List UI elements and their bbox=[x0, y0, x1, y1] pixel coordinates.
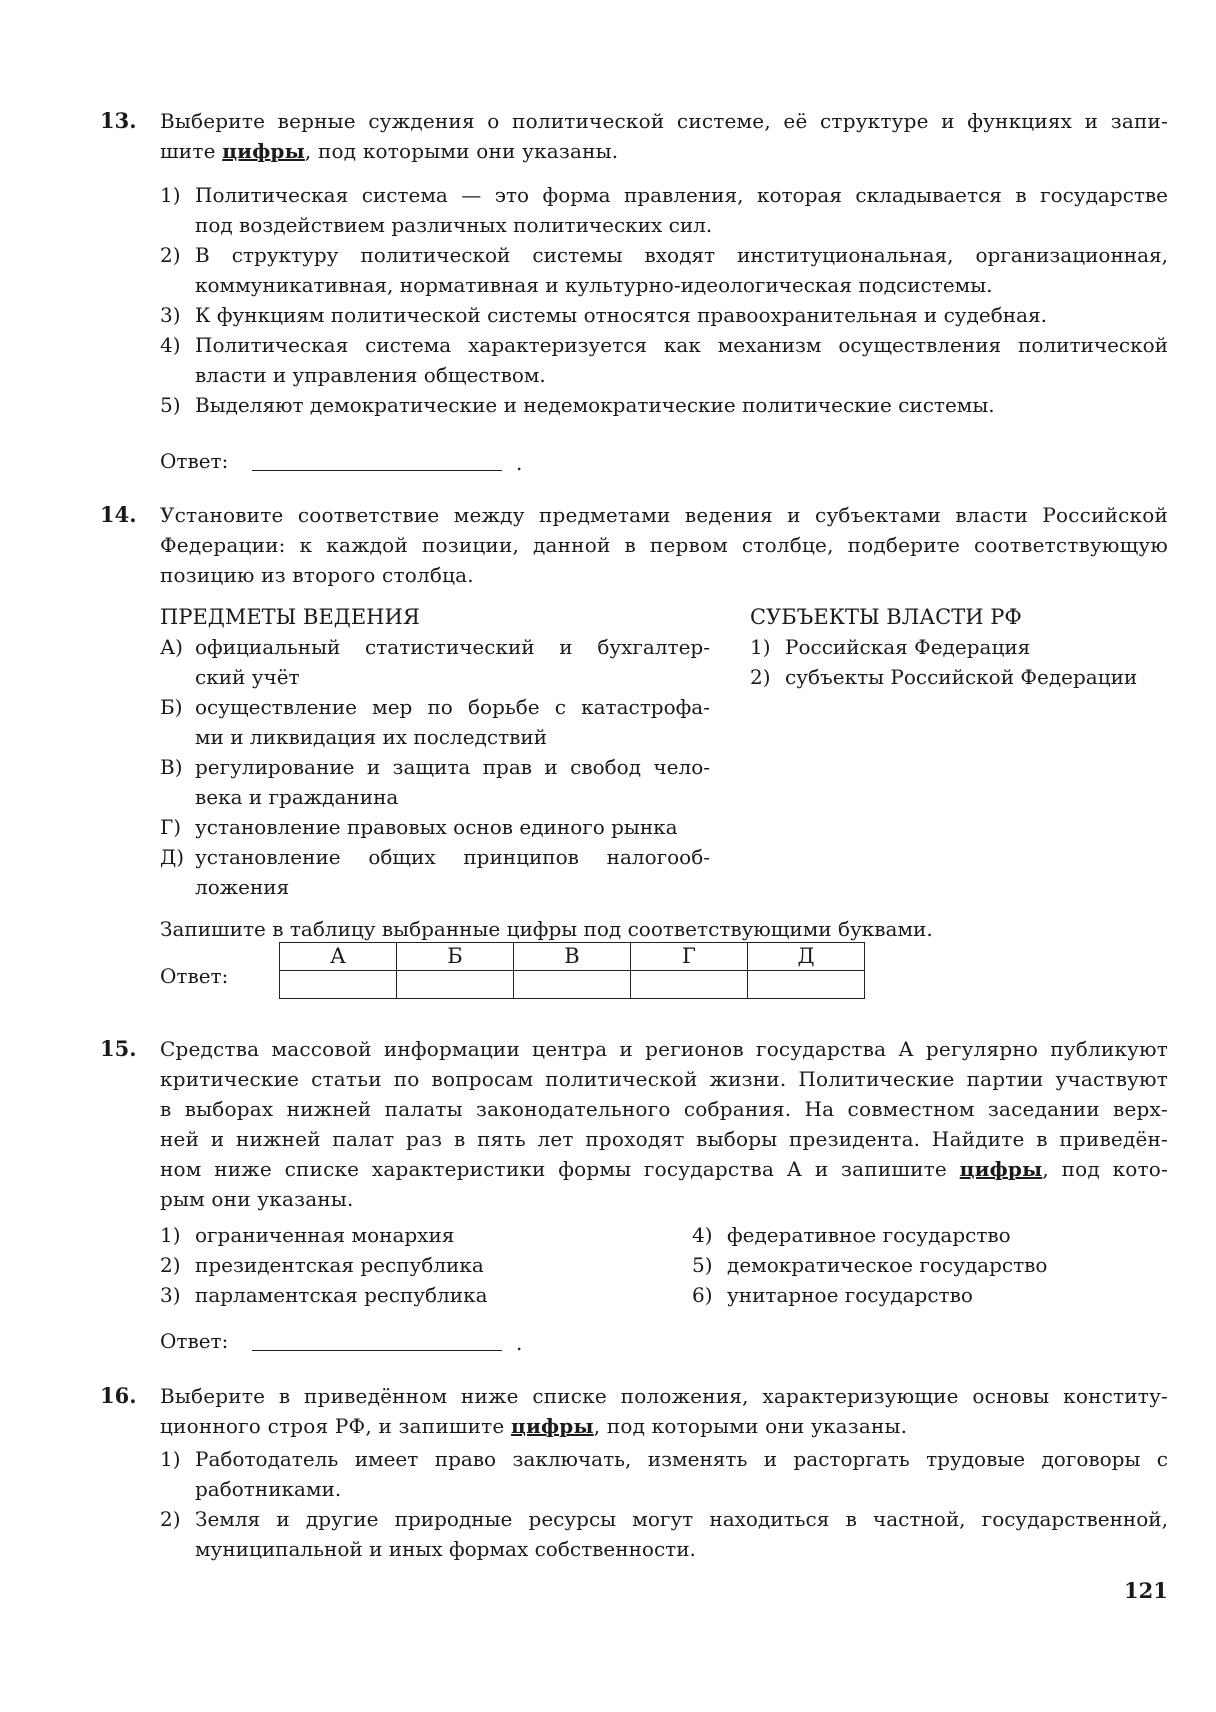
answer-line[interactable] bbox=[252, 1350, 502, 1351]
option-number: 3) bbox=[160, 303, 181, 327]
option-number: 3) bbox=[160, 1283, 181, 1307]
answer-period: . bbox=[516, 1331, 523, 1355]
option-number: 4) bbox=[692, 1223, 713, 1247]
option-text: демократическое государство bbox=[727, 1253, 1048, 1277]
option-text: Выделяют демократические и недемократические политические системы. bbox=[195, 393, 995, 417]
keyword-digits: цифры bbox=[959, 1157, 1043, 1181]
question-stem-line: позицию из второго столбца. bbox=[160, 563, 474, 587]
question-number: 14. bbox=[100, 502, 137, 527]
option-number: 4) bbox=[160, 333, 181, 357]
table-instruction: Запишите в таблицу выбранные цифры под соответствующими буквами. bbox=[160, 917, 933, 941]
option-text: ский учёт bbox=[195, 665, 300, 689]
option-text: ложения bbox=[195, 875, 290, 899]
question-stem-line: Федерации: к каждой позиции, данной в первом столбце, подберите соответствующую bbox=[160, 533, 1168, 557]
answer-label: Ответ: bbox=[160, 964, 229, 988]
right-column-header: СУБЪЕКТЫ ВЛАСТИ РФ bbox=[750, 605, 1022, 629]
answer-table-header-cell: А bbox=[280, 943, 397, 971]
answer-cell-a[interactable] bbox=[280, 971, 397, 999]
question-stem-line: ционного строя РФ, и запишите цифры, под которыми они указаны. bbox=[160, 1414, 908, 1438]
option-number: 2) bbox=[160, 1507, 181, 1531]
answer-cell-d[interactable] bbox=[748, 971, 865, 999]
option-text: Политическая система характеризуется как механизм осуществления политической bbox=[195, 333, 1168, 357]
left-column-header: ПРЕДМЕТЫ ВЕДЕНИЯ bbox=[160, 605, 420, 629]
option-number: 5) bbox=[160, 393, 181, 417]
option-text: Российская Федерация bbox=[785, 635, 1031, 659]
option-text: регулирование и защита прав и свобод чело- bbox=[195, 755, 710, 779]
question-stem-line: ном ниже списке характеристики формы государства А и запишите цифры, под кото- bbox=[160, 1157, 1168, 1181]
option-text: В структуру политической системы входят институциональная, организационная, bbox=[195, 243, 1168, 267]
option-text: века и гражданина bbox=[195, 785, 399, 809]
option-text: субъекты Российской Федерации bbox=[785, 665, 1138, 689]
option-text: К функциям политической системы относятся правоохранительная и судебная. bbox=[195, 303, 1047, 327]
answer-period: . bbox=[516, 451, 523, 475]
option-letter: Б) bbox=[160, 695, 183, 719]
option-text: Политическая система — это форма правления, которая складывается в государстве bbox=[195, 183, 1168, 207]
option-text: муниципальной и иных формах собственности. bbox=[195, 1537, 696, 1561]
option-text: президентская республика bbox=[195, 1253, 484, 1277]
answer-table-header-cell: В bbox=[514, 943, 631, 971]
option-letter: А) bbox=[160, 635, 183, 659]
question-stem-line: шите цифры, под которыми они указаны. bbox=[160, 139, 619, 163]
answer-table bbox=[279, 942, 865, 999]
option-letter: Д) bbox=[160, 845, 185, 869]
option-text: парламентская республика bbox=[195, 1283, 488, 1307]
option-number: 1) bbox=[160, 1447, 181, 1471]
question-stem-line: ней и нижней палат раз в пять лет проходят выборы президента. Найдите в приведён- bbox=[160, 1127, 1168, 1151]
option-number: 1) bbox=[750, 635, 771, 659]
option-text: федеративное государство bbox=[727, 1223, 1011, 1247]
option-text: под воздействием различных политических сил. bbox=[195, 213, 713, 237]
answer-table-header-cell: Б bbox=[397, 943, 514, 971]
answer-table-header-cell: Г bbox=[631, 943, 748, 971]
option-text: осуществление мер по борьбе с катастрофа- bbox=[195, 695, 710, 719]
option-text: Земля и другие природные ресурсы могут находиться в частной, государственной, bbox=[195, 1507, 1168, 1531]
question-stem-line: в выборах нижней палаты законодательного собрания. На совместном заседании верх- bbox=[160, 1097, 1168, 1121]
answer-table-input-row bbox=[280, 971, 865, 999]
option-letter: В) bbox=[160, 755, 183, 779]
option-text: ми и ликвидация их последствий bbox=[195, 725, 548, 749]
answer-table-header-cell: Д bbox=[748, 943, 865, 971]
answer-line[interactable] bbox=[252, 470, 502, 471]
option-text: установление общих принципов налогооб- bbox=[195, 845, 710, 869]
question-number: 16. bbox=[100, 1383, 137, 1408]
option-text: официальный статистический и бухгалтер- bbox=[195, 635, 710, 659]
option-text: ограниченная монархия bbox=[195, 1223, 455, 1247]
answer-label: Ответ: bbox=[160, 1329, 229, 1353]
option-letter: Г) bbox=[160, 815, 182, 839]
answer-cell-v[interactable] bbox=[514, 971, 631, 999]
question-stem-line: Выберите верные суждения о политической системе, её структуре и функциях и запи- bbox=[160, 109, 1168, 133]
question-number: 15. bbox=[100, 1036, 137, 1061]
option-number: 1) bbox=[160, 1223, 181, 1247]
question-stem-line: Выберите в приведённом ниже списке положения, характеризующие основы конститу- bbox=[160, 1384, 1168, 1408]
answer-table-header-row bbox=[280, 943, 865, 971]
question-number: 13. bbox=[100, 108, 137, 133]
answer-cell-b[interactable] bbox=[397, 971, 514, 999]
option-number: 6) bbox=[692, 1283, 713, 1307]
option-text: унитарное государство bbox=[727, 1283, 973, 1307]
question-stem-line: Средства массовой информации центра и регионов государства А регулярно публикуют bbox=[160, 1037, 1168, 1061]
option-text: Работодатель имеет право заключать, изменять и расторгать трудовые договоры с bbox=[195, 1447, 1168, 1471]
option-number: 2) bbox=[160, 243, 181, 267]
option-text: установление правовых основ единого рынка bbox=[195, 815, 678, 839]
option-number: 1) bbox=[160, 183, 181, 207]
option-text: коммуникативная, нормативная и культурно-идеологическая подсистемы. bbox=[195, 273, 993, 297]
question-stem-line: рым они указаны. bbox=[160, 1187, 354, 1211]
answer-label: Ответ: bbox=[160, 449, 229, 473]
question-stem-line: критические статьи по вопросам политической жизни. Политические партии участвуют bbox=[160, 1067, 1168, 1091]
question-stem-line: Установите соответствие между предметами ведения и субъектами власти Российской bbox=[160, 503, 1168, 527]
option-number: 2) bbox=[160, 1253, 181, 1277]
option-number: 2) bbox=[750, 665, 771, 689]
answer-cell-g[interactable] bbox=[631, 971, 748, 999]
option-number: 5) bbox=[692, 1253, 713, 1277]
option-text: работниками. bbox=[195, 1477, 342, 1501]
keyword-digits: цифры bbox=[222, 139, 305, 163]
page-number: 121 bbox=[1124, 1578, 1168, 1603]
option-text: власти и управления обществом. bbox=[195, 363, 546, 387]
keyword-digits: цифры bbox=[511, 1414, 594, 1438]
